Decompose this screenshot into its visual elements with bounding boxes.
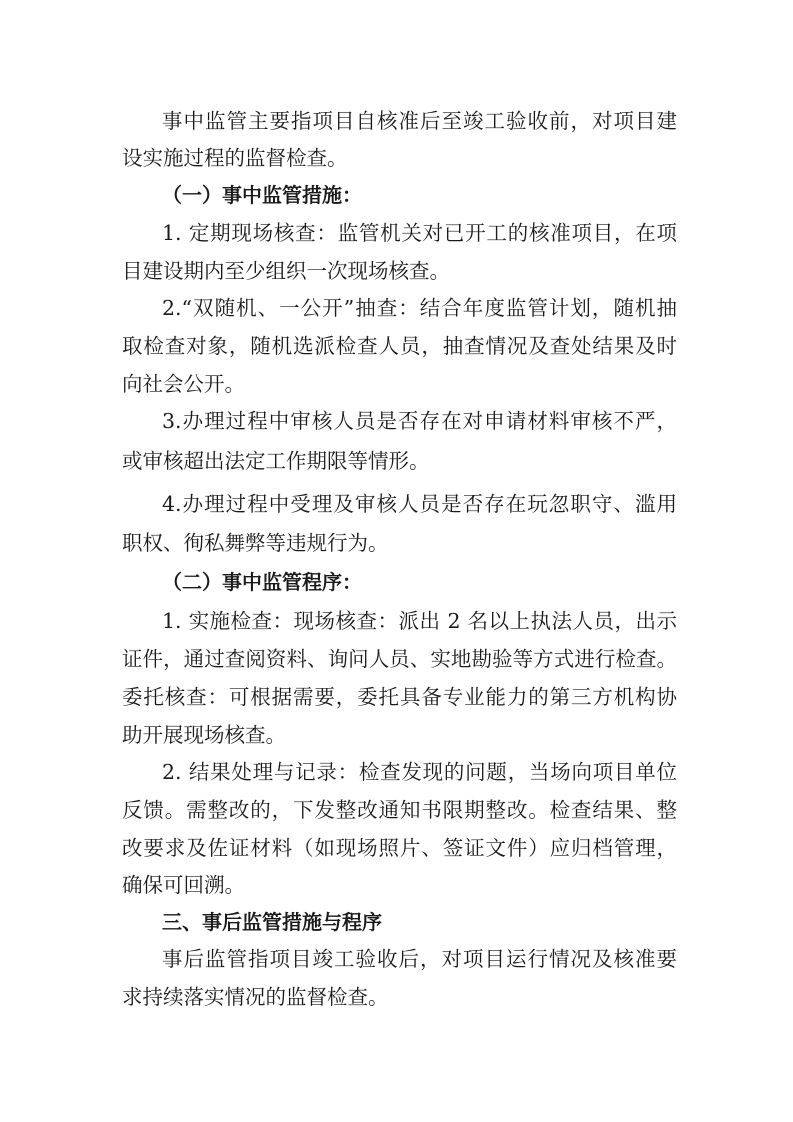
text-line: 助开展现场核查。 (122, 723, 286, 747)
text-line: 事后监管指项目竣工验收后，对项目运行情况及核准要 (162, 947, 677, 971)
text-line: 职权、徇私舞弊等违规行为。 (122, 531, 389, 555)
text-line: 3.办理过程中审核人员是否存在对申请材料审核不严， (162, 409, 677, 433)
text-line: 4.办理过程中受理及审核人员是否存在玩忽职守、滥用 (162, 492, 677, 516)
text-line: 改要求及佐证材料（如现场照片、签证文件）应归档管理， (122, 836, 677, 860)
text-line: 确保可回溯。 (122, 873, 245, 897)
text-line: 2. 结果处理与记录：检查发现的问题，当场向项目单位 (162, 760, 677, 784)
text-line: 求持续落实情况的监督检查。 (122, 985, 389, 1009)
text-line: 向社会公开。 (122, 372, 245, 396)
text-line: 委托核查：可根据需要，委托具备专业能力的第三方机构协 (122, 685, 677, 709)
text-line: 或审核超出法定工作期限等情形。 (122, 449, 430, 473)
text-line: 反馈。需整改的，下发整改通知书限期整改。检查结果、整 (122, 798, 677, 822)
section-heading: （一）事中监管措施： (162, 183, 362, 207)
text-line: 目建设期内至少组织一次现场核查。 (122, 259, 450, 283)
text-line: 2.“双随机、一公开”抽查：结合年度监管计划，随机抽 (162, 296, 677, 320)
text-line: 事中监管主要指项目自核准后至竣工验收前，对项目建 (162, 109, 677, 133)
text-line: 取检查对象，随机选派检查人员，抽查情况及查处结果及时 (122, 334, 677, 358)
text-line: 1. 定期现场核查：监管机关对已开工的核准项目，在项 (162, 221, 677, 245)
text-line: 设实施过程的监督检查。 (122, 146, 348, 170)
text-line: 证件，通过查阅资料、询问人员、实地勘验等方式进行检查。 (122, 647, 677, 671)
text-line: 1. 实施检查：现场核查：派出 2 名以上执法人员，出示 (162, 609, 677, 633)
section-heading: 三、事后监管措施与程序 (162, 910, 382, 934)
section-heading: （二）事中监管程序： (162, 570, 362, 594)
